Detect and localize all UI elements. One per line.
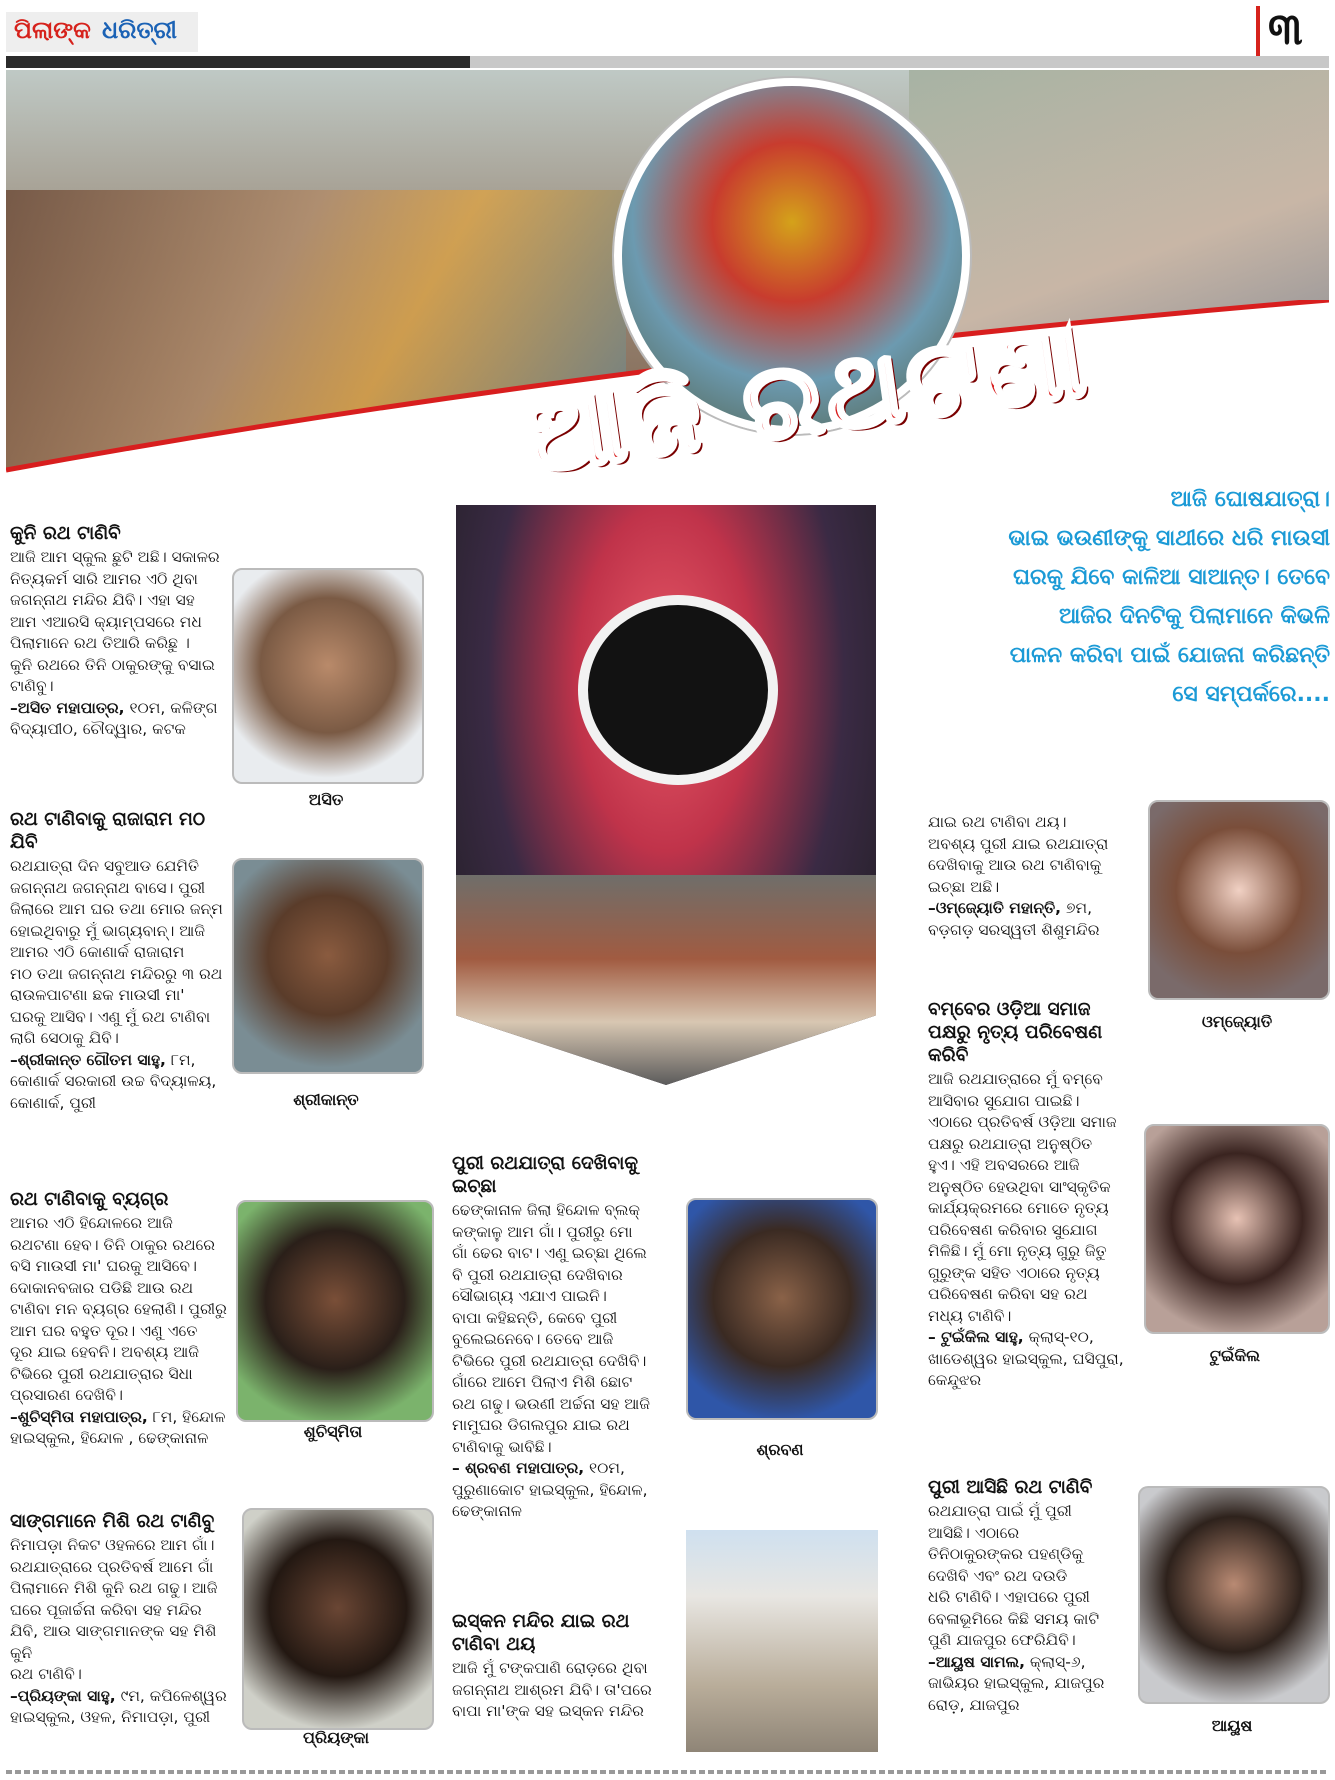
heading-line: ଯିବି — [10, 832, 38, 853]
photo-caption: ଟୁଇଁକିଲ — [1209, 1346, 1261, 1365]
article-heading: କୁନି ରଥ ଟାଣିବି — [10, 523, 121, 544]
body-line: ବେଳାଭୂମିରେ କିଛି ସମୟ କାଟି — [928, 1609, 1100, 1628]
body-line: କୁନି ରଥରେ ତିନି ଠାକୁରଙ୍କୁ ବସାଇ — [10, 655, 215, 674]
page-headline: ଆଜି ରଥଟଣା — [516, 297, 1096, 498]
body-line: ଢେଙ୍କାନାଳ ଜିଲା ହିନ୍ଦୋଳ ବ୍ଲକ୍ — [452, 1201, 640, 1219]
author-detail: ୧୦ମ, କଳିଙ୍ଗ — [129, 698, 218, 717]
author-signature — [10, 1686, 242, 1708]
author-detail: କୋଣାର୍କ, ପୁରୀ — [10, 1093, 97, 1112]
body-line: ହୋଇଥିବାରୁ ମୁଁ ଭାଗ୍ୟବାନ୍। ଆଜି — [10, 921, 205, 940]
article-heading — [928, 998, 1146, 1067]
body-line: ଟାଣିବାକୁ ଭାବିଛି। — [452, 1437, 552, 1456]
author-detail: କ୍ଲାସ୍‌-୬, — [1029, 1652, 1086, 1671]
body-line: ଟିଭିରେ ପୁରୀ ରଥଯାତ୍ରା ଦେଖିବି। — [452, 1351, 647, 1370]
intro-line: ଘରକୁ ଯିବେ କାଳିଆ ସାଆନ୍ତ। ତେବେ — [1012, 565, 1330, 590]
photo-caption: ଆୟୁଷ — [1211, 1716, 1253, 1735]
author-detail: ପୁରୁଣାକୋଟ ହାଇସ୍କୁଲ, ହିନ୍ଦୋଳ, — [452, 1480, 648, 1499]
body-line: ପରିବେଷଣ କରିବାର ସୁଯୋଗ — [928, 1220, 1098, 1239]
article-srabana — [452, 1152, 678, 1523]
article-ayush — [928, 1476, 1142, 1716]
heading-line: ପୁରୀ ରଥଯାତ୍ରା ଦେଖିବାକୁ — [452, 1153, 639, 1174]
author-name: –ଅସିତ ମହାପାତ୍ର, — [10, 698, 125, 717]
twinkle-photo — [1144, 1124, 1330, 1334]
body-line: ଧରି ଟାଣିବି। ଏହାପରେ ପୁରୀ — [928, 1588, 1090, 1606]
body-line: ଯାଇ ରଥ ଟାଣିବା ଥୟ। — [928, 813, 1067, 831]
body-line: ବାପା କହିଛନ୍ତି, କେବେ ପୁରୀ — [452, 1308, 618, 1327]
suchismita-photo — [236, 1200, 434, 1422]
author-detail: ବିଦ୍ୟାପୀଠ, ଚୌଦ୍ୱାର, କଟକ — [10, 720, 186, 738]
body-line: ଘରେ ପୂଜାର୍ଚ୍ଚନା କରିବା ସହ ମନ୍ଦିର — [10, 1600, 202, 1619]
body-line: ରଥଯାତ୍ରାରେ ପ୍ରତିବର୍ଷ ଆମେ ଗାଁ — [10, 1557, 214, 1576]
intro-line: ଆଜି ଘୋଷଯାତ୍ରା। — [1170, 487, 1330, 512]
author-signature — [928, 1327, 1146, 1349]
body-line: ମଠ ତଥା ଜଗନ୍ନାଥ ମନ୍ଦିରରୁ ୩ ରଥ — [10, 964, 223, 983]
heading-line: ବମ୍ବେର ଓଡ଼ିଆ ସମାଜ — [928, 999, 1091, 1020]
body-line: ଆମର ଏଠି ହିନ୍ଦୋଳରେ ଆଜି — [10, 1214, 173, 1232]
body-line: ଅନୁଷ୍ଠିତ ହେଉଥିବା ସାଂସ୍କୃତିକ — [928, 1177, 1111, 1196]
author-name: –ଆୟୁଷ ସାମଲ, — [928, 1652, 1025, 1671]
heading-line: ରଥ ଟାଣିବାକୁ ରାଜାରାମ ମଠ — [10, 809, 206, 830]
author-detail: ଜାଭିୟର ହାଇସ୍କୁଲ, ଯାଜପୁର — [928, 1674, 1105, 1692]
author-name: – ଟୁଇଁକିଲ ସାହୁ, — [928, 1328, 1024, 1346]
author-signature — [10, 698, 232, 720]
page-number: ୩ — [1268, 4, 1303, 55]
author-detail: କେନ୍ଦୁଝର — [928, 1371, 982, 1389]
body-line: ହୁଏ। ଏହି ଅବସରରେ ଆଜି — [928, 1156, 1080, 1174]
photo-caption: ଅସିତ — [308, 790, 344, 809]
deity-face — [578, 595, 778, 785]
photo-caption: ଶ୍ରୀକାନ୍ତ — [293, 1090, 359, 1109]
author-detail: ଢେଙ୍କାନାଳ — [452, 1502, 522, 1520]
body-line: ପକ୍ଷରୁ ରଥଯାତ୍ରା ଅନୁଷ୍ଠିତ — [928, 1134, 1093, 1153]
body-line: ଆମ ଘର ବହୁତ ଦୂର। ଏଣୁ ଏତେ — [10, 1321, 198, 1340]
body-line: ରାଉଳପାଟଣା ଛକ ମାଉସୀ ମା' — [10, 986, 185, 1004]
author-detail: ୯ମ, କପିଳେଶ୍ୱର — [120, 1686, 227, 1705]
heading-line: ପକ୍ଷରୁ ନୃତ୍ୟ ପରିବେଷଣ — [928, 1022, 1103, 1043]
intro-line: ଭାଇ ଭଉଣୀଙ୍କୁ ସାଥୀରେ ଧରି ମାଉସୀ — [1008, 526, 1330, 551]
author-name: –ଶୁଚିସ୍ମିତା ମହାପାତ୍ର, — [10, 1407, 148, 1426]
article-heading: ସାଙ୍ଗମାନେ ମିଶି ରଥ ଟାଣିବୁ — [10, 1511, 215, 1532]
author-name: – ଶ୍ରବଣ ମହାପାତ୍ର, — [452, 1459, 585, 1477]
jagannath-deity-photo — [456, 505, 876, 1085]
omjyoti-photo — [1148, 800, 1330, 1000]
author-detail: ୮ମ, — [170, 1050, 196, 1069]
body-line: ଦୋକାନବଜାର ପଡିଛି ଆଉ ରଥ — [10, 1278, 194, 1297]
body-line: ଘରକୁ ଆସିବ। ଏଣୁ ମୁଁ ରଥ ଟାଣିବା — [10, 1007, 211, 1026]
body-line: ନିମାପଡ଼ା ନିକଟ ଓହଳରେ ଆମ ଗାଁ। — [10, 1536, 215, 1554]
body-line: ରଥ ଟାଣିବି। — [10, 1665, 82, 1683]
author-name: –ଓମ୍‌ଜ୍ୟୋତି ମହାନ୍ତି, — [928, 899, 1062, 917]
author-detail: କ୍ଲାସ୍‌-୧୦, — [1028, 1328, 1094, 1346]
body-line: ଦୂର ଯାଇ ହେବନି। ଅବଶ୍ୟ ଆଜି — [10, 1343, 199, 1361]
author-signature — [10, 1050, 232, 1072]
ayush-photo — [1138, 1486, 1330, 1704]
body-line: ଜିଲାରେ ଆମ ଘର ତଥା ମୋର ଜନ୍ମ — [10, 900, 223, 918]
jagannath-temple-photo — [686, 1530, 878, 1752]
masthead — [6, 12, 198, 52]
body-line: ଲାଗି ସେଠାକୁ ଯିବି। — [10, 1029, 119, 1047]
body-line: ଆଜି ମୁଁ ଟଙ୍କପାଣି ରୋଡ଼ରେ ଥିବା — [452, 1659, 648, 1677]
srabana-photo — [686, 1198, 878, 1420]
body-line: ଇଚ୍ଛା ଅଛି। — [928, 877, 1000, 896]
author-signature — [452, 1458, 678, 1480]
body-line: ବସି ମାଉସୀ ମା' ଘରକୁ ଆସିବେ। — [10, 1257, 197, 1275]
author-name: –ପ୍ରିୟଙ୍କା ସାହୁ, — [10, 1686, 116, 1705]
body-line: ରଥଯାତ୍ରା ପାଇଁ ମୁଁ ପୁରୀ — [928, 1502, 1072, 1520]
author-signature — [928, 1652, 1142, 1674]
heading-line: ଇଚ୍ଛା — [452, 1176, 497, 1197]
article-heading — [452, 1610, 678, 1656]
author-detail: ୭ମ, — [1066, 899, 1093, 917]
heading-line: ଟାଣିବା ଥୟ — [452, 1634, 536, 1655]
body-line: ଆମ ଏଆରସି କ୍ୟାମ୍ପସରେ ମଧ — [10, 612, 202, 631]
photo-caption: ଓମ୍‌ଜ୍ୟୋତି — [1201, 1012, 1273, 1031]
body-line: ଆଜି ରଥଯାତ୍ରାରେ ମୁଁ ବମ୍ବେ — [928, 1070, 1103, 1088]
author-detail: କୋଣାର୍କ ସରକାରୀ ଉଚ୍ଚ ବିଦ୍ୟାଳୟ, — [10, 1072, 217, 1090]
body-line: ବାପା ମା'ଙ୍କ ସହ ଇସ୍କନ ମନ୍ଦିର — [452, 1702, 644, 1720]
body-line: ବୁଲେଇନେବେ। ତେବେ ଆଜି — [452, 1330, 614, 1348]
footer-rule — [6, 1770, 1329, 1774]
priyanka-photo — [242, 1508, 434, 1730]
author-signature — [928, 898, 1138, 920]
body-line: ବି ପୁରୀ ରଥଯାତ୍ରା ଦେଖିବାର — [452, 1265, 623, 1284]
article-heading: ରଥ ଟାଣିବାକୁ ବ୍ୟଗ୍ର — [10, 1189, 169, 1210]
rath-yatra-crowd-photo — [456, 875, 876, 1085]
heading-line: ଇସ୍କନ ମନ୍ଦିର ଯାଇ ରଥ — [452, 1611, 630, 1632]
body-line: ଏଠାରେ ପ୍ରତିବର୍ଷ ଓଡ଼ିଆ ସମାଜ — [928, 1113, 1117, 1131]
body-line: ଜଗନ୍ନାଥ ଆଶ୍ରମ ଯିବି। ତା'ପରେ — [452, 1680, 652, 1699]
author-detail: ହାଇସ୍କୁଲ, ହିନ୍ଦୋଳ , ଢେଙ୍କାନାଳ — [10, 1429, 209, 1447]
body-line: କାର୍ଯ୍ୟକ୍ରମରେ ମୋତେ ନୃତ୍ୟ — [928, 1199, 1109, 1217]
body-line: ଟିଭିରେ ପୁରୀ ରଥଯାତ୍ରାର ସିଧା — [10, 1364, 193, 1383]
body-line: ପରିବେଷଣ କରିବା ସହ ରଥ — [928, 1285, 1088, 1303]
body-line: ରଥଯାତ୍ରା ଦିନ ସବୁଆଡ ଯେମିତି — [10, 857, 200, 875]
body-line: ଆସିବାର ସୁଯୋଗ ପାଇଛି। — [928, 1091, 1080, 1110]
heading-line: କରିବି — [928, 1045, 969, 1066]
body-line: ଆସିଛି। ଏଠାରେ — [928, 1523, 1020, 1542]
body-line: ରଥଟଣା ହେବ। ତିନି ଠାକୁର ରଥରେ — [10, 1235, 216, 1254]
body-line: ଟାଣିବା ମନ ବ୍ୟଗ୍ର ହେଲାଣି। ପୁରୀରୁ — [10, 1300, 227, 1318]
masthead-title-part1: ପିଲାଙ୍କ — [14, 16, 91, 44]
author-detail: ହାଇସ୍କୁଲ, ଓହଳ, ନିମାପଡ଼ା, ପୁରୀ — [10, 1708, 211, 1726]
author-detail: ୧୦ମ, — [589, 1459, 625, 1477]
body-line: କଙ୍କାଳୁ ଆମ ଗାଁ। ପୁରୀରୁ ମୋ — [452, 1222, 633, 1241]
photo-caption: ଶୁଚିସ୍ମିତା — [303, 1422, 363, 1441]
body-line: ମିଳିଛି। ମୁଁ ମୋ ନୃତ୍ୟ ଗୁରୁ ଜିତୁ — [928, 1242, 1107, 1260]
intro-text — [920, 480, 1330, 714]
intro-line: ଆଜିର ଦିନଟିକୁ ପିଲାମାନେ କିଭଳି — [1058, 604, 1330, 629]
body-line: ପିଲାମାନେ ମିଶି କୁନି ରଥ ଗଢୁ। ଆଜି — [10, 1579, 218, 1597]
body-line: ମଧ୍ୟ ଟାଣିବି। — [928, 1306, 1012, 1325]
article-heading — [452, 1152, 678, 1198]
body-line: ଟାଣିବୁ। — [10, 677, 54, 695]
body-line: ଗୁରୁଙ୍କ ସହିତ ଏଠାରେ ନୃତ୍ୟ — [928, 1263, 1100, 1282]
article-asit — [10, 522, 232, 741]
body-line: ରଥ ଗଢୁ। ଭଉଣୀ ଅର୍ଚ୍ଚନା ସହ ଆଜି — [452, 1394, 651, 1413]
author-detail: ଖାଡେଶ୍ୱର ହାଇସ୍କୁଲ, ଘସିପୁରା, — [928, 1349, 1124, 1368]
author-detail: ୮ମ, ହିନ୍ଦୋଳ — [152, 1407, 226, 1426]
body-line: ଅବଶ୍ୟ ପୁରୀ ଯାଇ ରଥଯାତ୍ରା — [928, 834, 1109, 853]
author-detail: ରୋଡ଼, ଯାଜପୁର — [928, 1695, 1020, 1714]
intro-line: ସେ ସମ୍ପର୍କରେ.... — [1172, 682, 1330, 707]
article-srikant — [10, 808, 232, 1114]
photo-caption: ଶ୍ରବଣ — [756, 1440, 804, 1459]
article-twinkle — [928, 998, 1146, 1392]
body-line: ମାମୁଘର ଡିଗଲପୁର ଯାଇ ରଥ — [452, 1416, 630, 1434]
author-signature — [10, 1407, 240, 1429]
header-bar-dark — [6, 56, 470, 68]
article-priyanka — [10, 1510, 242, 1729]
header-bar-light — [470, 56, 1329, 68]
body-line: ପୁଣି ଯାଜପୁର ଫେରିଯିବି। — [928, 1631, 1076, 1649]
article-heading: ପୁରୀ ଆସିଛି ରଥ ଟାଣିବି — [928, 1477, 1093, 1498]
body-line: ଗାଁରେ ଆମେ ପିଲାଏ ମିଶି ଛୋଟ — [452, 1373, 633, 1391]
body-line: ନିତ୍ୟକର୍ମ ସାରି ଆମର ଏଠି ଥିବା — [10, 569, 198, 588]
body-line: ଜଗନ୍ନାଥ ଜଗନ୍ନାଥ ବାସେ। ପୁରୀ — [10, 878, 206, 897]
photo-caption: ପ୍ରିୟଙ୍କା — [302, 1728, 370, 1747]
intro-line: ପାଳନ କରିବା ପାଇଁ ଯୋଜନା କରିଛନ୍ତି — [1009, 643, 1330, 668]
body-line: ଦେଖିବାକୁ ଆଉ ରଥ ଟାଣିବାକୁ — [928, 856, 1102, 874]
article-suchismita — [10, 1188, 240, 1450]
article-omjyoti — [452, 1610, 678, 1723]
article-omjyoti-continued — [928, 812, 1138, 941]
author-name: –ଶ୍ରୀକାନ୍ତ ଗୌତମ ସାହୁ, — [10, 1050, 166, 1069]
body-line: ଆମର ଏଠି କୋଣାର୍କ ରାଜାରାମ — [10, 943, 185, 961]
body-line: ଗାଁ ଢେର ବାଟ। ଏଣୁ ଇଚ୍ଛା ଥିଲେ — [452, 1244, 647, 1262]
body-line: ଯିବି, ଆଉ ସାଙ୍ଗମାନଙ୍କ ସହ ମିଶି କୁନି — [10, 1622, 217, 1662]
author-detail: ବଡ଼ଗଡ଼ ସରସ୍ୱତୀ ଶିଶୁମନ୍ଦିର — [928, 920, 1100, 939]
body-line: ଦେଖିବି ଏବଂ ରଥ ଦଉଡି — [928, 1566, 1068, 1585]
body-line: ସୌଭାଗ୍ୟ ଏଯାଏ ପାଇନି। — [452, 1287, 607, 1305]
srikant-photo — [232, 858, 424, 1074]
body-line: ତିନିଠାକୁରଙ୍କର ପହଣ୍ଡିକୁ — [928, 1545, 1084, 1563]
body-line: ପ୍ରସାରଣ ଦେଖିବି। — [10, 1386, 123, 1404]
article-heading — [10, 808, 232, 854]
masthead-title-part2: ଧରିତ୍ରୀ — [102, 16, 177, 44]
body-line: ପିଲାମାନେ ରଥ ତିଆରି କରିଛୁ । — [10, 634, 190, 652]
body-line: ଆଜି ଆମ ସ୍କୁଲ ଛୁଟି ଅଛି। ସକାଳର — [10, 548, 220, 566]
body-line: ଜଗନ୍ନାଥ ମନ୍ଦିର ଯିବି। ଏହା ସହ — [10, 591, 195, 609]
asit-photo — [232, 568, 424, 784]
